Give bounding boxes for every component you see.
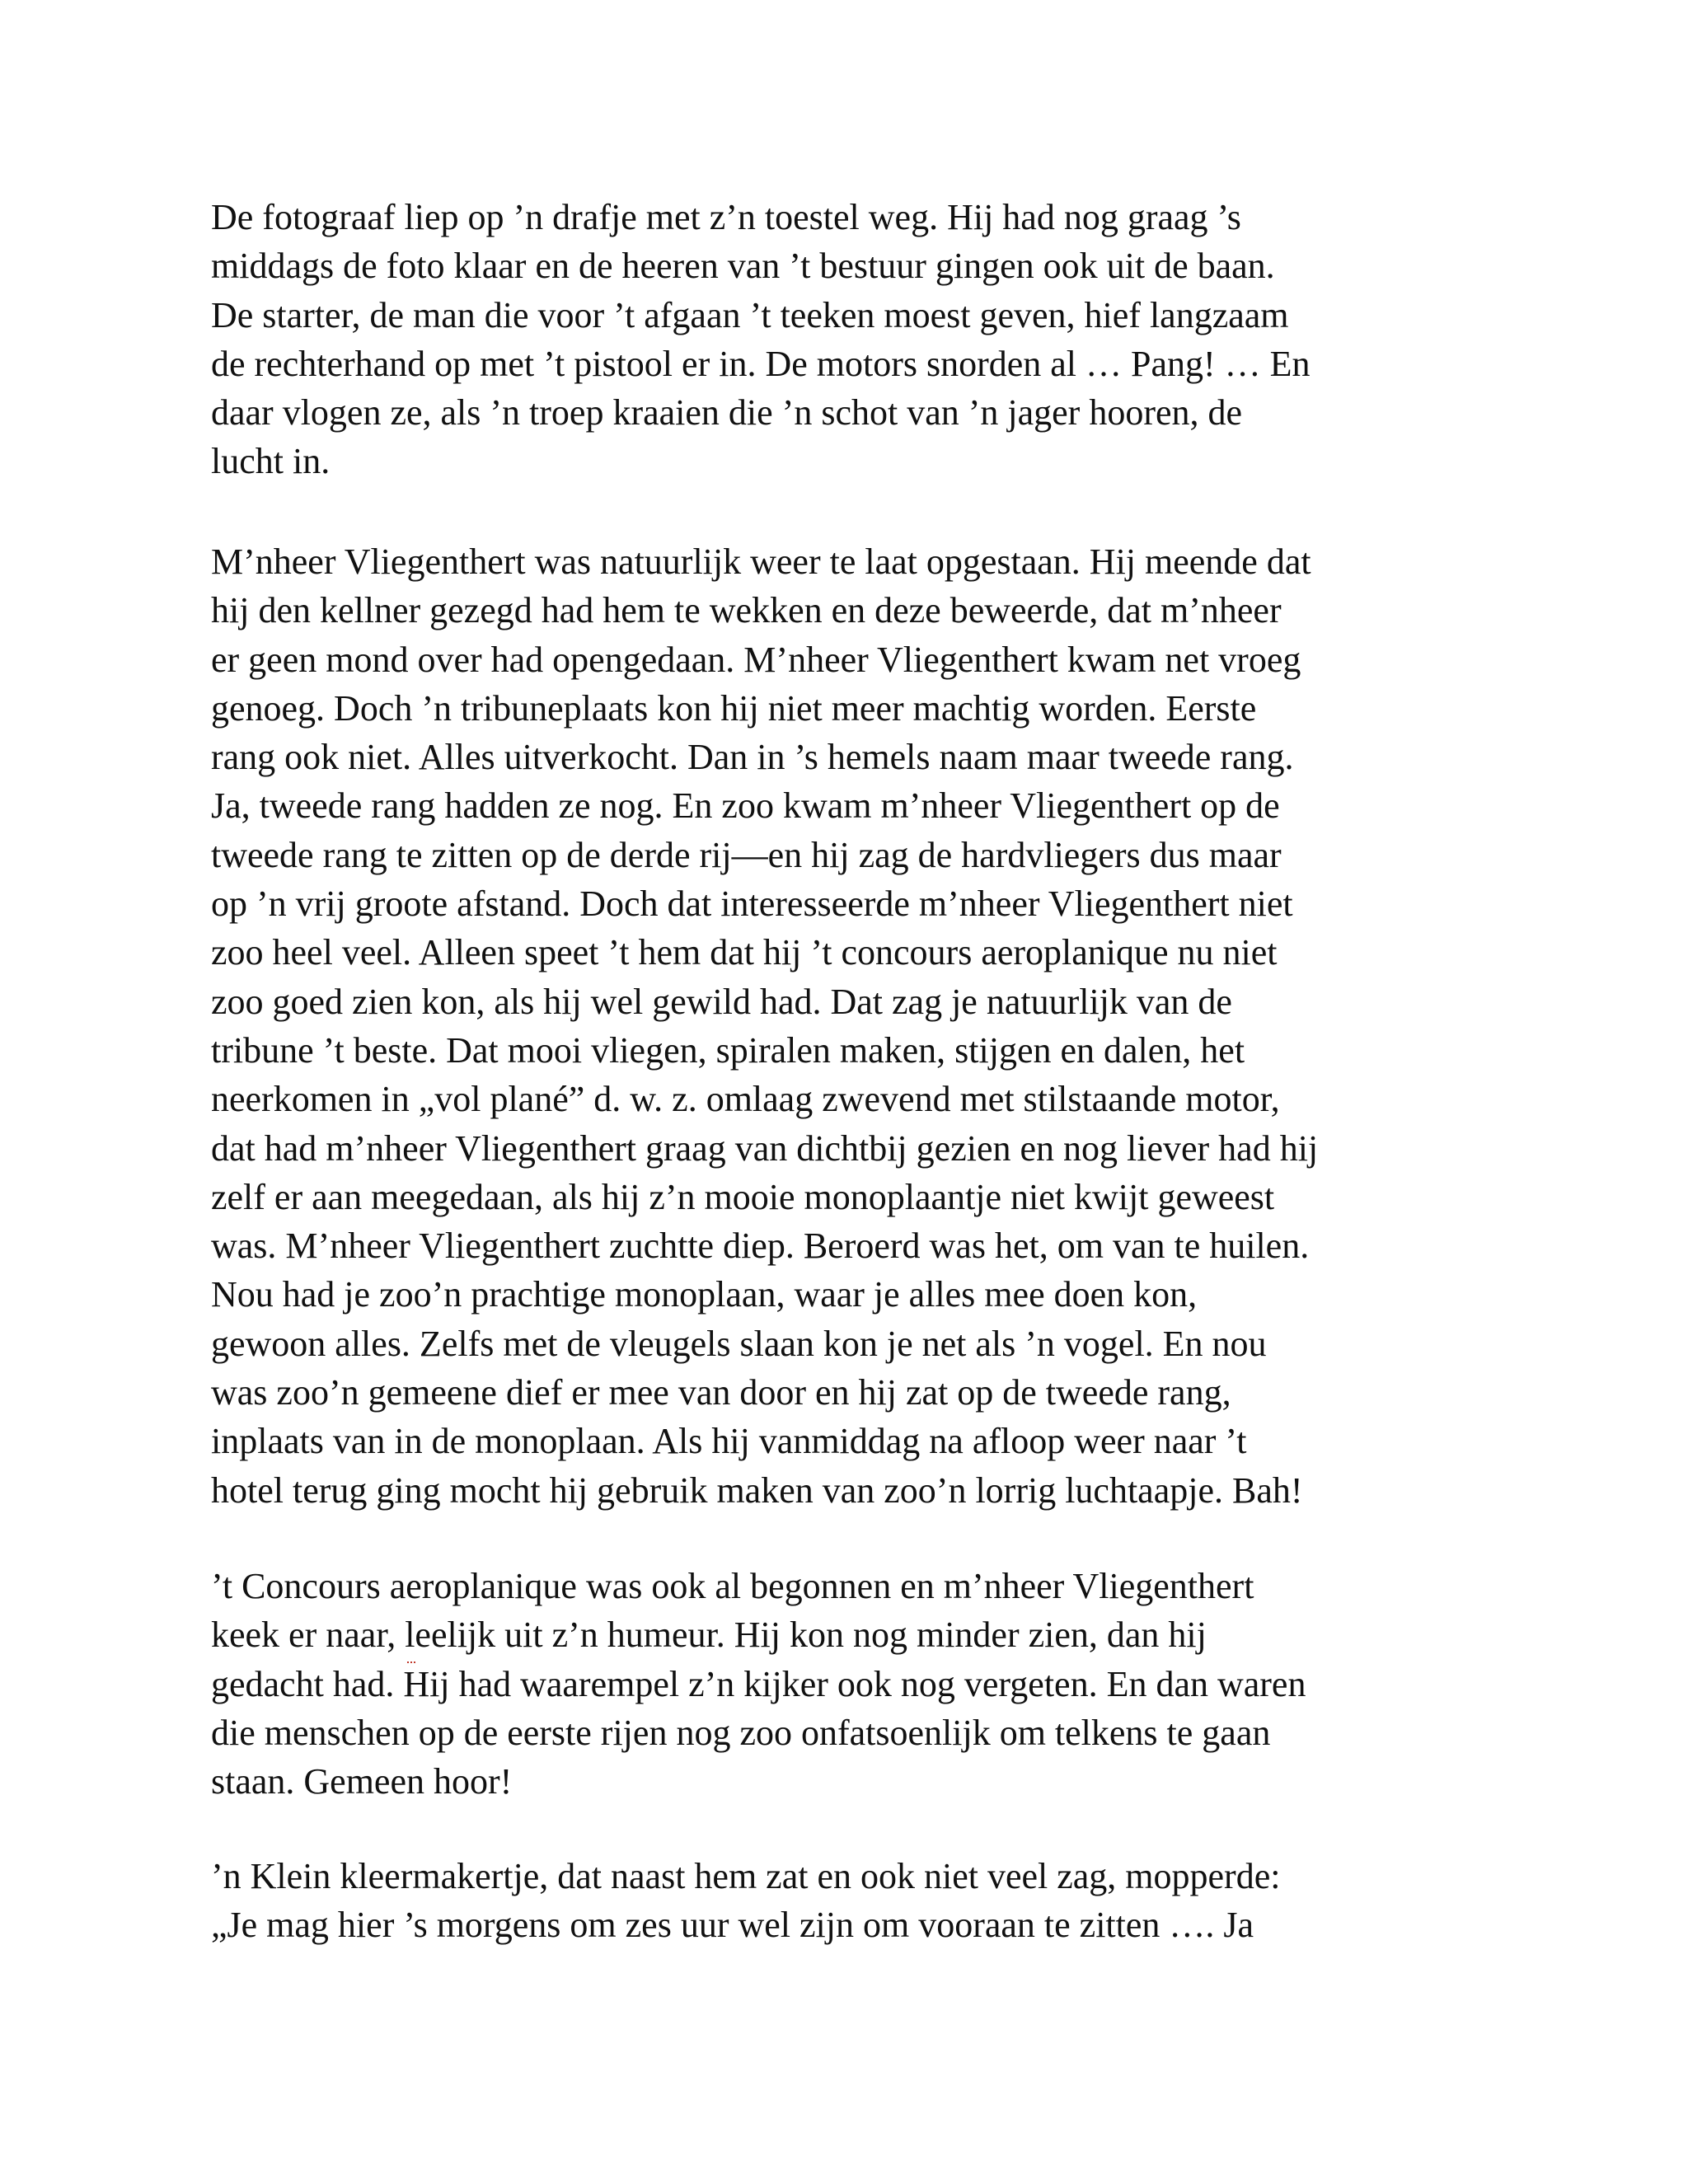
spellcheck-underline: [407, 1657, 415, 1663]
text-line: ’n Klein kleermakertje, dat naast hem zat en ook niet veel zag, mopperde:: [211, 1856, 1281, 1896]
text-line: dat had m’nheer Vliegenthert graag van dichtbij gezien en nog liever had hij: [211, 1127, 1319, 1169]
paragraph-2: [211, 537, 1497, 1515]
text-line: M’nheer Vliegenthert was natuurlijk weer te laat opgestaan. Hij meende dat: [211, 541, 1311, 582]
text-line: Nou had je zoo’n prachtige monoplaan, waar je alles mee doen kon,: [211, 1274, 1198, 1315]
text-line: op ’n vrij groote afstand. Doch dat interesseerde m’nheer Vliegenthert niet: [211, 883, 1293, 925]
text-line: gedacht had. Hij had waarempel z’n kijker ook nog vergeten. En dan waren: [211, 1663, 1306, 1704]
text-line: zoo goed zien kon, als hij wel gewild had. Dat zag je natuurlijk van de: [211, 981, 1232, 1022]
text-line: hotel terug ging mocht hij gebruik maken van zoo’n lorrig luchtaapje. Bah!: [211, 1469, 1303, 1511]
text-line: daar vlogen ze, als ’n troep kraaien die ’n schot van ’n jager hooren, de: [211, 392, 1243, 434]
text-line: lucht in.: [211, 441, 331, 482]
text-line: gewoon alles. Zelfs met de vleugels slaan kon je net als ’n vogel. En nou: [211, 1323, 1267, 1364]
paragraph-4: [211, 1852, 1497, 1950]
text-line: die menschen op de eerste rijen nog zoo onfatsoenlijk om telkens te gaan: [211, 1712, 1271, 1753]
text-line: inplaats van in de monoplaan. Als hij vanmiddag na afloop weer naar ’t: [211, 1421, 1247, 1462]
text-line: keek er naar, leelijk uit z’n humeur. Hij kon nog minder zien, dan hij: [211, 1615, 1207, 1656]
text-line: zoo heel veel. Alleen speet ’t hem dat hij ’t concours aeroplanique nu niet: [211, 932, 1278, 973]
text-line: Ja, tweede rang hadden ze nog. En zoo kwam m’nheer Vliegenthert op de: [211, 785, 1280, 827]
text-line: hij den kellner gezegd had hem te wekken en deze beweerde, dat m’nheer: [211, 590, 1282, 631]
text-line: neerkomen in „vol plané” d. w. z. omlaag zwevend met stilstaande motor,: [211, 1079, 1280, 1120]
text-line: zelf er aan meegedaan, als hij z’n mooie monoplaantje niet kwijt geweest: [211, 1176, 1275, 1217]
text-line: ’t Concours aeroplanique was ook al begonnen en m’nheer Vliegenthert: [211, 1566, 1254, 1606]
paragraph-1: [211, 193, 1497, 486]
text-line: „Je mag hier ’s morgens om zes uur wel zijn om vooraan te zitten …. Ja: [211, 1905, 1254, 1946]
text-line: genoeg. Doch ’n tribuneplaats kon hij niet meer machtig worden. Eerste: [211, 687, 1257, 729]
text-line: de rechterhand op met ’t pistool er in. De motors snorden al … Pang! … En: [211, 343, 1311, 384]
text-line: middags de foto klaar en de heeren van ’t bestuur gingen ook uit de baan.: [211, 246, 1275, 287]
text-line: De starter, de man die voor ’t afgaan ’t teeken moest geven, hief langzaam: [211, 294, 1289, 335]
text-line: De fotograaf liep op ’n drafje met z’n toestel weg. Hij had nog graag ’s: [211, 197, 1241, 237]
text-line: rang ook niet. Alles uitverkocht. Dan in ’s hemels naam maar tweede rang.: [211, 737, 1294, 778]
paragraph-3: [211, 1562, 1497, 1806]
text-line: was zoo’n gemeene dief er mee van door en hij zat op de tweede rang,: [211, 1372, 1231, 1413]
text-line: was. M’nheer Vliegenthert zuchtte diep. Beroerd was het, om van te huilen.: [211, 1226, 1310, 1267]
text-line: tweede rang te zitten op de derde rij—en hij zag de hardvliegers dus maar: [211, 834, 1282, 875]
text-line: staan. Gemeen hoor!: [211, 1761, 513, 1802]
text-line: er geen mond over had opengedaan. M’nheer Vliegenthert kwam net vroeg: [211, 639, 1301, 680]
text-line: tribune ’t beste. Dat mooi vliegen, spiralen maken, stijgen en dalen, het: [211, 1029, 1245, 1071]
